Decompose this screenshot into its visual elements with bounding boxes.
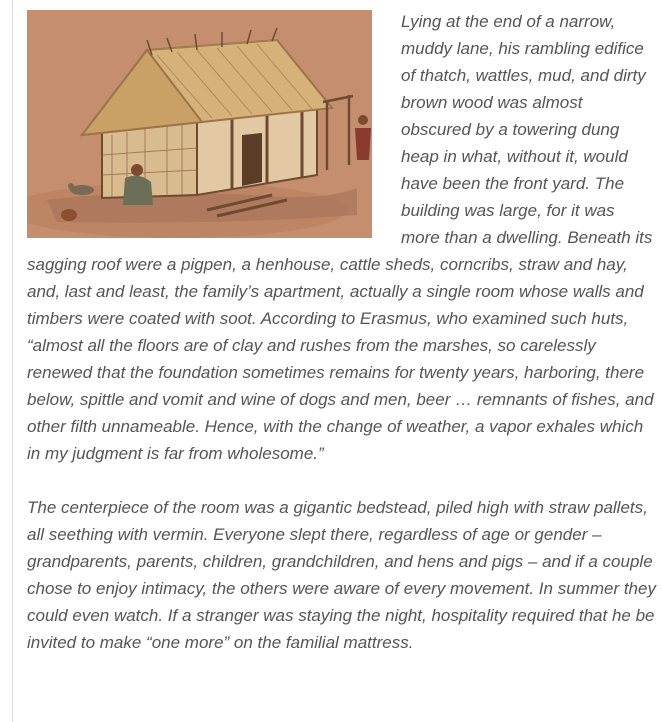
peasant-house-illustration (27, 10, 372, 238)
doorway (242, 133, 262, 186)
left-border-rule (12, 0, 13, 722)
pot (61, 209, 77, 221)
paragraph: Lying at the end of a narrow, muddy lane, his rambling edifice of thatch, wattles, mud, and dirty brown wood was almost obscured by a towering dung heap in what, without it, would have been the front yard. The building was large, for it was more than a dwelling. Beneath its sagging roof were a pigpen, a henhouse, cattle sheds, corncribs, straw and hay, and, last and least, the family’s apartment, actually a single room whose walls and timbers were coated with soot. According to Erasmus, who examined such huts, “almost all the floors are of clay and rushes from the marshes, so carelessly renewed that the foundation sometimes remains for twenty years, harboring, there below, spittle and vomit and wine of dogs and men, beer … remnants of fishes, and other filth unnameable. Hence, with the change of weather, a vapor exhales which in my judgment is far from wholesome.” (27, 12, 654, 463)
paragraph: The centerpiece of the room was a gigantic bedstead, piled high with straw pallets, all seething with vermin. Everyone slept there, regardless of age or gender – grandparents, parents, children, grandchildren, and hens and pigs – and if a couple chose to enjoy intimacy, the others were aware of every movement. In summer they could even watch. If a stranger was staying the night, hospitality required that he be invited to make “one more” on the familial mattress. (27, 498, 656, 652)
article-body (27, 8, 657, 656)
